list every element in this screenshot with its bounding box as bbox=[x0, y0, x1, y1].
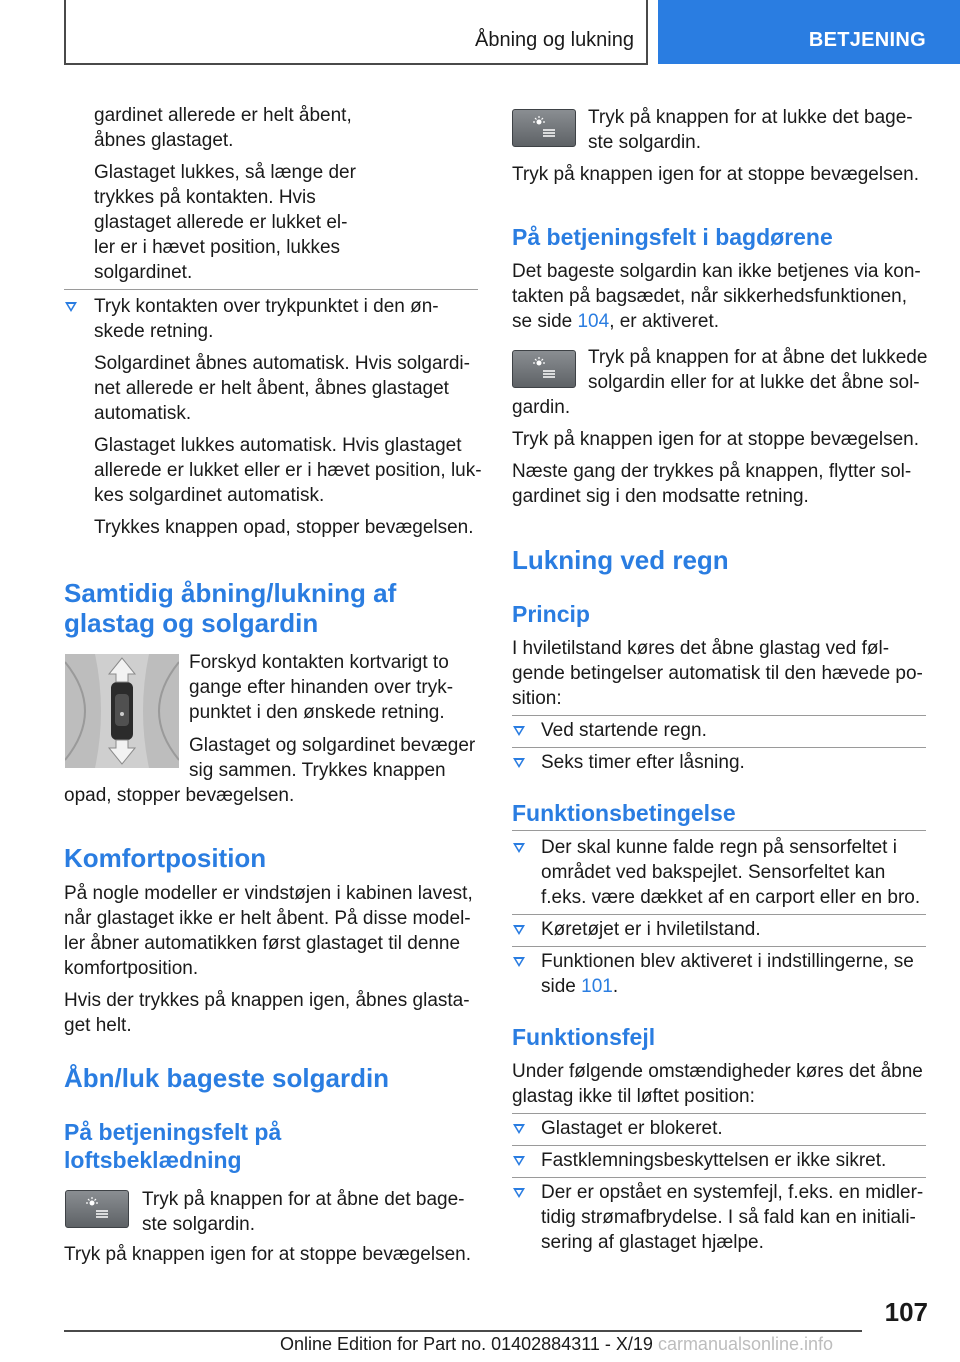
text-line: Tryk på knappen igen for at stoppe bevægelsen. bbox=[512, 164, 919, 185]
text-line: Forskyd kontakten kortvarigt to bbox=[189, 652, 449, 673]
separator bbox=[512, 715, 926, 716]
header-left-rule bbox=[64, 0, 66, 64]
bullet-text: Der skal kunne falde regn på sensorfeltet i bbox=[541, 837, 897, 858]
bullet-text: Tryk kontakten over trykpunktet i den øn- bbox=[94, 296, 439, 317]
text-fragment: se side bbox=[512, 311, 578, 332]
heading-simultaneous: Samtidig åbning/lukning af bbox=[64, 578, 397, 608]
text-line: gende betingelser automatisk til den hævede po- bbox=[512, 663, 923, 684]
text-line: når glastaget ikke er helt åbent. På disse model- bbox=[64, 908, 471, 929]
text-line: trykkes på kontakten. Hvis bbox=[94, 187, 316, 208]
text-line: Glastaget lukkes, så længe der bbox=[94, 162, 356, 183]
text-line: glastaget allerede er lukket el- bbox=[94, 212, 348, 233]
text-line: Glastaget lukkes automatisk. Hvis glastaget bbox=[94, 435, 462, 456]
separator bbox=[512, 914, 926, 915]
text-line: Tryk på knappen for at åbne det bage- bbox=[142, 1189, 465, 1210]
text-line: komfortposition. bbox=[64, 958, 199, 979]
heading-principle: Princip bbox=[512, 601, 590, 627]
heading-rear-doors: På betjeningsfelt i bagdørene bbox=[512, 224, 833, 250]
page-link-104[interactable]: 104 bbox=[577, 311, 610, 332]
bullet-text: tidig strømafbrydelse. I så fald kan en initiali- bbox=[541, 1207, 916, 1228]
text-line: ler er i hævet position, lukkes bbox=[94, 237, 341, 258]
text-fragment: . bbox=[612, 976, 619, 997]
heading-roof-panel: På betjeningsfelt på bbox=[64, 1119, 282, 1145]
separator bbox=[512, 946, 926, 947]
heading-rain-closing: Lukning ved regn bbox=[512, 545, 729, 575]
text-line: kes solgardinet automatisk. bbox=[94, 485, 325, 506]
text-line: ste solgardin. bbox=[142, 1214, 256, 1235]
bullet-triangle-icon bbox=[513, 843, 525, 853]
heading-conditions: Funktionsbetingelse bbox=[512, 800, 736, 826]
text-line: solgardinet. bbox=[94, 262, 193, 283]
header-bottom-rule bbox=[64, 63, 648, 65]
heading-rear-sunblind: Åbn/luk bageste solgardin bbox=[64, 1063, 390, 1093]
text-line: glastag ikke til løftet position: bbox=[512, 1086, 755, 1107]
sunblind-icon bbox=[531, 357, 559, 381]
section-title: Åbning og lukning bbox=[474, 29, 634, 51]
text-line: ste solgardin. bbox=[588, 132, 702, 153]
bullet-text: sering af glastaget hjælpe. bbox=[541, 1232, 764, 1253]
text-line: takten på bagsædet, når sikkerhedsfunktionen, bbox=[512, 286, 908, 307]
watermark: carmanualsonline.info bbox=[657, 1334, 834, 1354]
sunblind-close-button-image bbox=[512, 109, 576, 147]
bullet-triangle-icon bbox=[513, 1156, 525, 1166]
text-line: sig sammen. Trykkes knappen bbox=[189, 760, 446, 781]
roof-switch-image bbox=[65, 654, 179, 768]
sunblind-icon bbox=[84, 1197, 112, 1221]
text-line: gardin. bbox=[512, 397, 571, 418]
text-line: get helt. bbox=[64, 1015, 132, 1036]
text-line: automatisk. bbox=[94, 403, 192, 424]
page-link-101[interactable]: 101 bbox=[581, 976, 613, 997]
bullet-triangle-icon bbox=[513, 1124, 525, 1134]
text-line: Tryk på knappen igen for at stoppe bevægelsen. bbox=[512, 429, 919, 450]
text-line: I hviletilstand køres det åbne glastag ved føl- bbox=[512, 638, 890, 659]
text-line: solgardin eller for at lukke det åbne sol- bbox=[588, 372, 920, 393]
text-line: gardinet allerede er helt åbent, bbox=[94, 105, 352, 126]
rear-door-sunblind-button-image bbox=[512, 350, 576, 388]
edition-line bbox=[280, 1334, 833, 1355]
text-line: gardinet sig i den modsatte retning. bbox=[512, 486, 809, 507]
separator bbox=[512, 830, 926, 831]
bullet-triangle-icon bbox=[513, 1188, 525, 1198]
bullet-triangle-icon bbox=[65, 302, 77, 312]
text-line: sition: bbox=[512, 688, 562, 709]
bullet-text: Funktionen blev aktiveret i indstillingerne, se bbox=[541, 951, 914, 972]
bullet-text: Køretøjet er i hviletilstand. bbox=[541, 919, 761, 940]
bullet-triangle-icon bbox=[513, 758, 525, 768]
text-line: Næste gang der trykkes på knappen, flytter sol- bbox=[512, 461, 912, 482]
header-divider bbox=[646, 0, 648, 64]
text-line: Det bageste solgardin kan ikke betjenes via kon- bbox=[512, 261, 921, 282]
chapter-badge-label: BETJENING bbox=[808, 29, 926, 51]
bullet-text bbox=[541, 975, 618, 1000]
heading-fault: Funktionsfejl bbox=[512, 1024, 656, 1050]
text-line: Tryk på knappen for at lukke det bage- bbox=[588, 107, 913, 128]
heading-roof-panel-line2: loftsbeklædning bbox=[64, 1147, 242, 1173]
separator bbox=[512, 747, 926, 748]
bullet-triangle-icon bbox=[513, 957, 525, 967]
bullet-text: Fastklemningsbeskyttelsen er ikke sikret. bbox=[541, 1150, 887, 1171]
text-line bbox=[512, 310, 719, 335]
separator bbox=[64, 289, 478, 290]
text-line: net allerede er helt åbent, åbnes glastaget bbox=[94, 378, 449, 399]
bullet-text: Ved startende regn. bbox=[541, 720, 707, 741]
text-line: Glastaget og solgardinet bevæger bbox=[189, 735, 476, 756]
sunblind-button-image bbox=[65, 1190, 129, 1228]
bullet-triangle-icon bbox=[513, 925, 525, 935]
bullet-text: området ved bakspejlet. Sensorfeltet kan bbox=[541, 862, 886, 883]
text-line: Solgardinet åbnes automatisk. Hvis solgardi- bbox=[94, 353, 470, 374]
heading-comfort: Komfortposition bbox=[64, 843, 267, 873]
bullet-text: f.eks. være dækket af en carport eller en bro. bbox=[541, 887, 921, 908]
text-fragment: , er aktiveret. bbox=[609, 311, 720, 332]
chapter-badge bbox=[658, 0, 960, 64]
text-line: allerede er lukket eller er i hævet position, luk- bbox=[94, 460, 482, 481]
text-line: Hvis der trykkes på knappen igen, åbnes glasta- bbox=[64, 990, 470, 1011]
text-line: opad, stopper bevægelsen. bbox=[64, 785, 295, 806]
bullet-triangle-icon bbox=[513, 726, 525, 736]
page-number: 107 bbox=[884, 1297, 928, 1327]
text-line: Tryk på knappen for at åbne det lukkede bbox=[588, 347, 928, 368]
separator bbox=[512, 1145, 926, 1146]
text-line: punktet i den ønskede retning. bbox=[189, 702, 445, 723]
bullet-text: Glastaget er blokeret. bbox=[541, 1118, 723, 1139]
footer-rule bbox=[64, 1330, 862, 1332]
bullet-text: Seks timer efter låsning. bbox=[541, 752, 745, 773]
text-line: Under følgende omstændigheder køres det åbne bbox=[512, 1061, 923, 1082]
separator bbox=[512, 1113, 926, 1114]
text-line: ler åbner automatikken først glastaget til denne bbox=[64, 933, 461, 954]
bullet-text: skede retning. bbox=[94, 321, 214, 342]
text-line: Tryk på knappen igen for at stoppe bevægelsen. bbox=[64, 1244, 471, 1265]
text-line: Trykkes knappen opad, stopper bevægelsen. bbox=[94, 517, 474, 538]
sunblind-icon bbox=[531, 116, 559, 140]
text-fragment: side bbox=[541, 976, 582, 997]
heading-simultaneous-line2: glastag og solgardin bbox=[64, 608, 319, 638]
text-line: gange efter hinanden over tryk- bbox=[189, 677, 454, 698]
text-line: åbnes glastaget. bbox=[94, 130, 234, 151]
switch-illustration bbox=[65, 654, 179, 768]
separator bbox=[512, 1177, 926, 1178]
bullet-text: Der er opstået en systemfejl, f.eks. en midler- bbox=[541, 1182, 924, 1203]
edition-text: Online Edition for Part no. 01402884311 - X/19 bbox=[280, 1334, 653, 1354]
text-line: På nogle modeller er vindstøjen i kabinen lavest, bbox=[64, 883, 473, 904]
